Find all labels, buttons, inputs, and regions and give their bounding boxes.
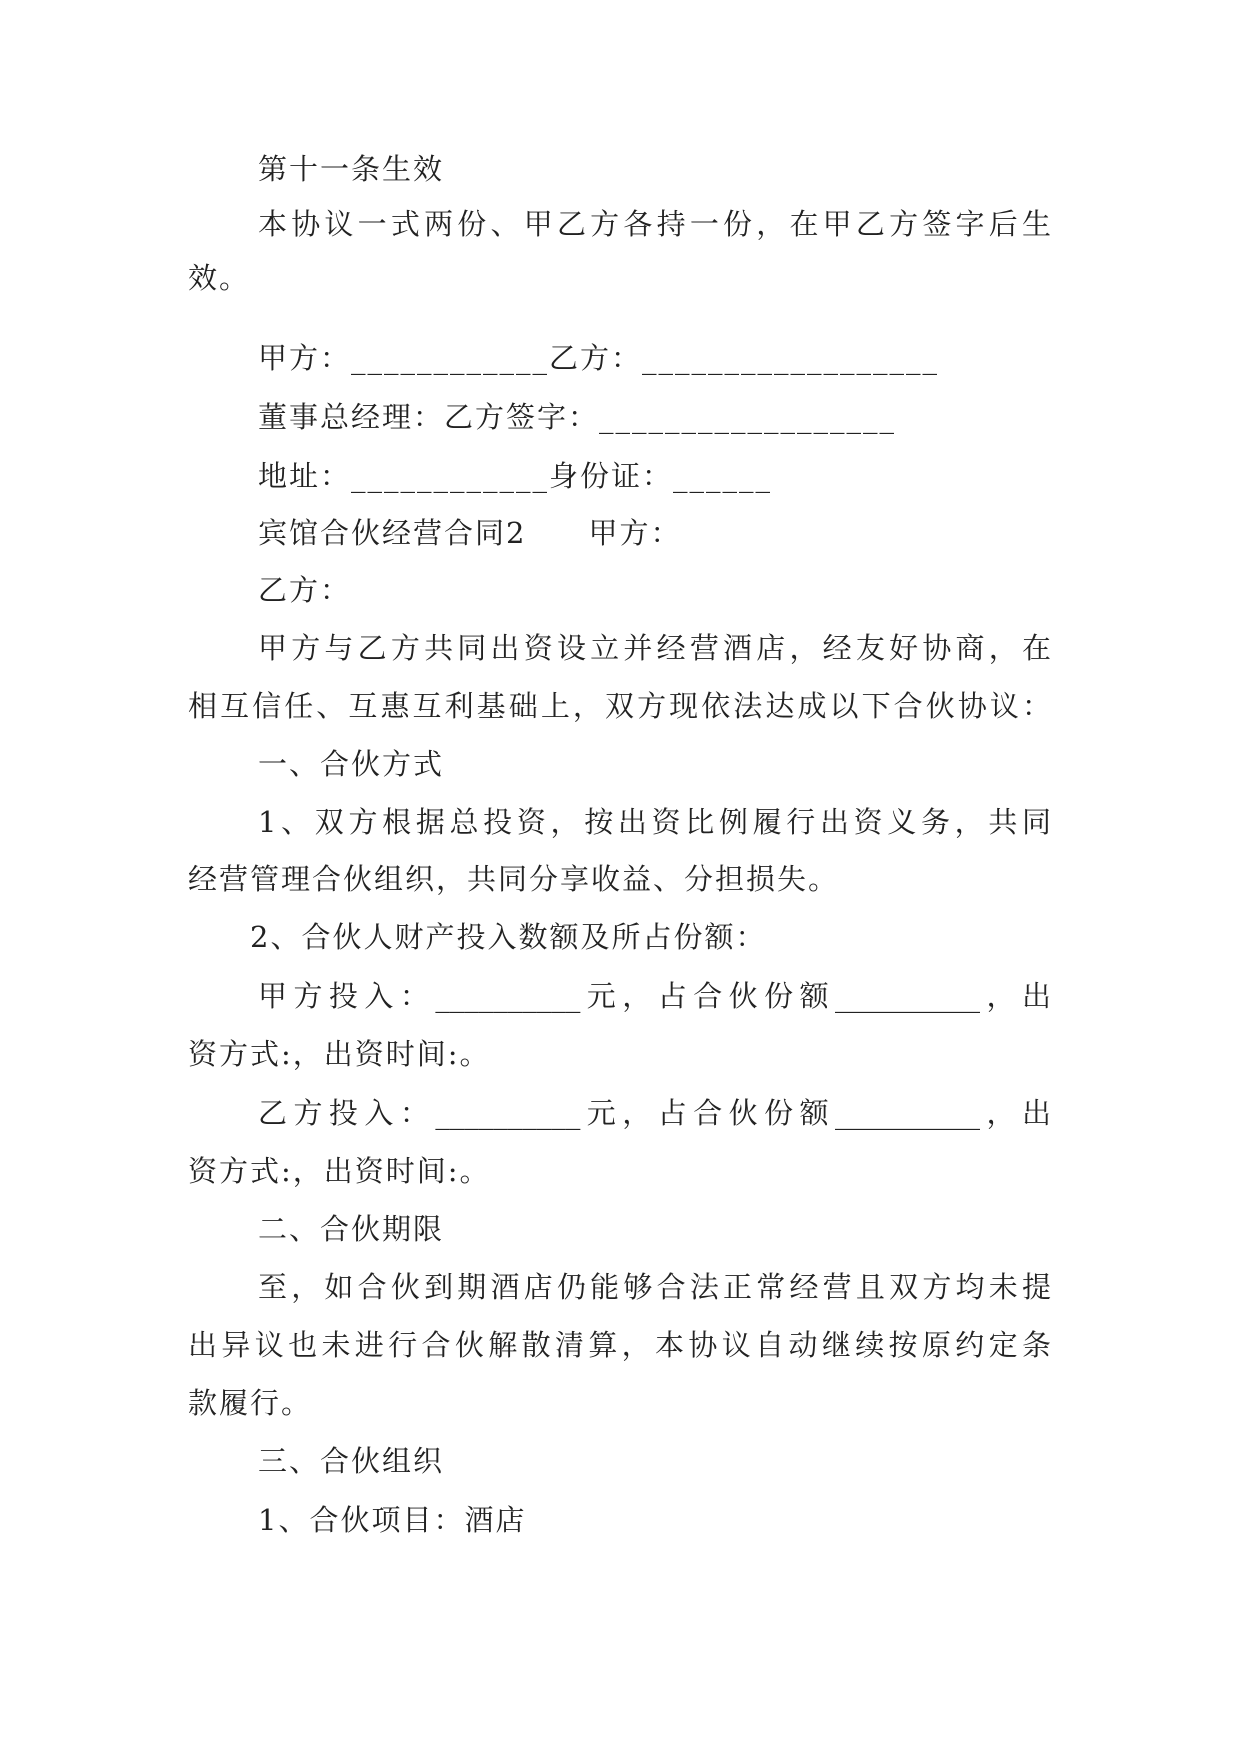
signature-line: 董事总经理：乙方签字：__________________: [258, 400, 897, 434]
paragraph-line: 本协议一式两份、甲乙方各持一份，在甲乙方签字后生: [258, 207, 1051, 241]
paragraph-line: 甲方投入：__________元，占合伙份额__________，出: [258, 979, 1051, 1013]
paragraph-line: 出异议也未进行合伙解散清算，本协议自动继续按原约定条: [188, 1328, 1051, 1362]
paragraph-line: 至，如合伙到期酒店仍能够合法正常经营且双方均未提: [258, 1270, 1051, 1304]
paragraph-line: 2、合伙人财产投入数额及所占份额：: [250, 920, 767, 954]
party-line: 乙方：: [258, 573, 352, 607]
paragraph-line: 经营管理合伙组织，共同分享收益、分担损失。: [188, 862, 840, 896]
paragraph-line: 款履行。: [188, 1386, 313, 1420]
contract-title: 宾馆合伙经营合同2 甲方：: [258, 516, 682, 550]
paragraph-line: 资方式:，出资时间:。: [188, 1154, 491, 1188]
paragraph-line: 1、合伙项目：酒店: [258, 1503, 527, 1537]
paragraph-line: 资方式:，出资时间:。: [188, 1037, 491, 1071]
signature-line: 甲方：____________乙方：__________________: [258, 341, 940, 375]
paragraph-line: 相互信任、互惠互利基础上，双方现依法达成以下合伙协议：: [188, 689, 1051, 723]
section-heading: 二、合伙期限: [258, 1212, 445, 1246]
signature-line: 地址：____________身份证：______: [258, 459, 773, 493]
paragraph-line: 1、双方根据总投资，按出资比例履行出资义务，共同: [258, 805, 1051, 839]
article-heading: 第十一条生效: [258, 152, 445, 186]
section-heading: 三、合伙组织: [258, 1444, 445, 1478]
paragraph-line: 乙方投入：__________元，占合伙份额__________，出: [258, 1096, 1051, 1130]
paragraph-line: 效。: [188, 261, 251, 295]
section-heading: 一、合伙方式: [258, 747, 445, 781]
paragraph-line: 甲方与乙方共同出资设立并经营酒店，经友好协商，在: [258, 631, 1051, 665]
